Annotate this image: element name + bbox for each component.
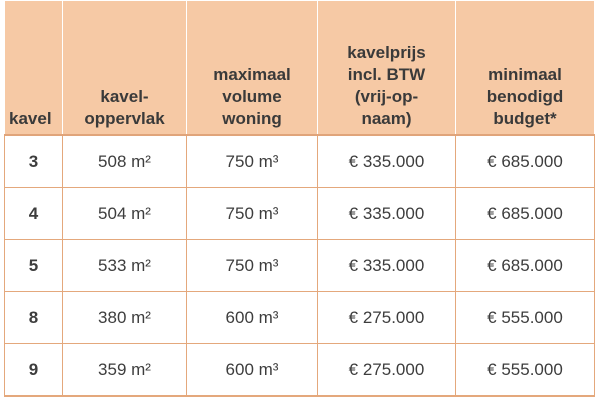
cell-budget: € 555.000 (456, 344, 595, 397)
table-body (5, 135, 595, 396)
header-row (5, 1, 595, 136)
cell-volume: 750 m³ (187, 135, 318, 188)
cell-kavelprijs: € 335.000 (318, 188, 456, 240)
table-header (5, 1, 595, 136)
cell-kavelprijs: € 275.000 (318, 292, 456, 344)
table-row (5, 292, 595, 344)
cell-kavel: 9 (5, 344, 63, 397)
cell-budget: € 555.000 (456, 292, 595, 344)
kavel-table-container (4, 0, 594, 398)
cell-kavel: 5 (5, 240, 63, 292)
table-row (5, 188, 595, 240)
cell-kavel: 4 (5, 188, 63, 240)
header-kavelprijs: kavelprijs incl. BTW (vrij-op- naam) (318, 1, 456, 136)
header-kavel: kavel (5, 1, 63, 136)
table-row (5, 135, 595, 188)
header-minimaal-budget: minimaal benodigd budget* (456, 1, 595, 136)
cell-kavelprijs: € 335.000 (318, 240, 456, 292)
cell-kavelprijs: € 335.000 (318, 135, 456, 188)
cell-volume: 750 m³ (187, 240, 318, 292)
cell-oppervlak: 533 m² (63, 240, 187, 292)
table-row (5, 344, 595, 397)
header-maximaal-volume: maximaal volume woning (187, 1, 318, 136)
cell-oppervlak: 504 m² (63, 188, 187, 240)
cell-budget: € 685.000 (456, 188, 595, 240)
cell-kavel: 8 (5, 292, 63, 344)
cell-oppervlak: 508 m² (63, 135, 187, 188)
cell-budget: € 685.000 (456, 240, 595, 292)
header-kaveloppervlak: kavel- oppervlak (63, 1, 187, 136)
cell-kavelprijs: € 275.000 (318, 344, 456, 397)
kavel-price-table (4, 0, 595, 397)
cell-budget: € 685.000 (456, 135, 595, 188)
cell-kavel: 3 (5, 135, 63, 188)
cell-oppervlak: 359 m² (63, 344, 187, 397)
cell-oppervlak: 380 m² (63, 292, 187, 344)
cell-volume: 750 m³ (187, 188, 318, 240)
table-row (5, 240, 595, 292)
cell-volume: 600 m³ (187, 292, 318, 344)
cell-volume: 600 m³ (187, 344, 318, 397)
